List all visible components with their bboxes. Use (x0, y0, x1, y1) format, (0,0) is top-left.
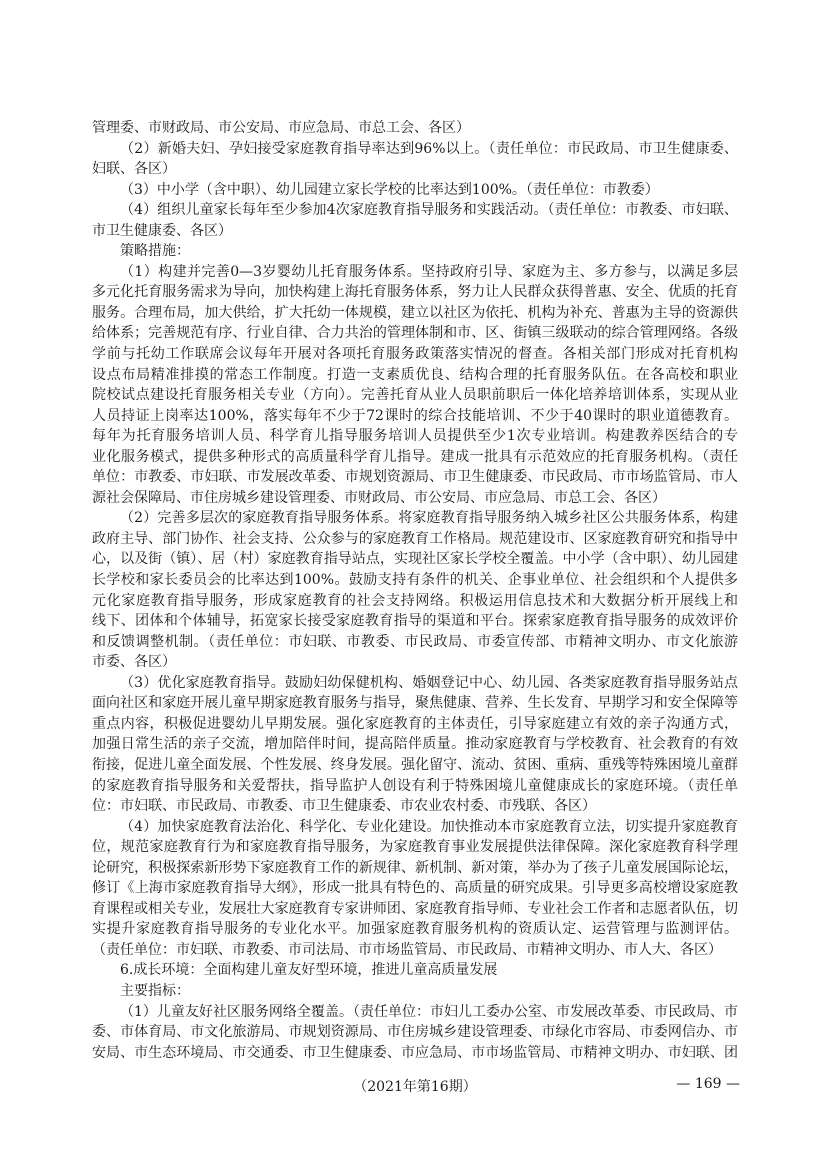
text-line: 实提升家庭教育指导服务的专业化水平。加强家庭教育服务机构的资质认定、运营管理与监测评估。 (92, 921, 738, 938)
text-line: （责任单位：市妇联、市教委、市司法局、市市场监管局、市民政局、市精神文明办、市人大、各区） (92, 941, 722, 958)
text-line: 政府主导、部门协作、社会支持、公众参与的家庭教育工作格局。规范建设市、区家庭教育研究和指导中 (92, 530, 738, 547)
text-line: 单位：市教委、市妇联、市发展改革委、市规划资源局、市卫生健康委、市民政局、市市场监管局、市人 (92, 469, 738, 486)
text-line: 6.成长环境：全面构建儿童友好型环境，推进儿童高质量发展 (120, 962, 498, 979)
text-line: 服务。合理布局，加大供给，扩大托幼一体规模，建立以社区为依托、机构为补充、普惠为主导的资源供 (92, 304, 738, 321)
paragraph (92, 817, 738, 961)
page-number: — 169 — (676, 1076, 740, 1092)
text-line: 人员持证上岗率达100%，落实每年不少于72课时的综合技能培训、不少于40课时的职业道德教育。 (92, 407, 738, 424)
text-line: 主要指标： (120, 982, 190, 999)
text-line: 育课程或相关专业，发展壮大家庭教育专家讲师团、家庭教育指导师、专业社会工作者和志愿者队伍，切 (92, 900, 738, 917)
text-line: 市卫生健康委、各区） (92, 222, 232, 239)
footer-issue-label: （2021年第16期） (353, 1079, 477, 1095)
text-line: （2）新婚夫妇、孕妇接受家庭教育指导率达到96%以上。（责任单位：市民政局、市卫生健康委、 (120, 140, 738, 157)
text-line: 委、市体育局、市文化旅游局、市规划资源局、市住房城乡建设管理委、市绿化市容局、市委网信办、市 (92, 1024, 738, 1041)
text-line: 衔接，促进儿童全面发展、个性发展、终身发展。强化留守、流动、贫困、重病、重残等特殊困境儿童群 (92, 756, 738, 773)
text-line: （1）构建并完善0—3岁婴幼儿托育服务体系。坚持政府引导、家庭为主、多方参与，以满足多层 (120, 263, 738, 280)
text-line: 重点内容，积极促进婴幼儿早期发展。强化家庭教育的主体责任，引导家庭建立有效的亲子沟通方式， (92, 715, 738, 732)
text-line: 加强日常生活的亲子交流，增加陪伴时间，提高陪伴质量。推动家庭教育与学校教育、社会教育的有效 (92, 736, 738, 753)
text-line: 管理委、市财政局、市公安局、市应急局、市总工会、各区） (92, 120, 470, 136)
paragraph (92, 262, 738, 509)
paragraph (92, 241, 738, 262)
paragraph (92, 960, 738, 981)
paragraph (92, 200, 738, 241)
text-line: 安局、市生态环境局、市交通委、市卫生健康委、市应急局、市市场监管局、市精神文明办、市妇联、团 (92, 1044, 738, 1061)
text-line: 位：市妇联、市民政局、市教委、市卫生健康委、市农业农村委、市残联、各区） (92, 798, 596, 815)
text-line: 妇联、各区） (92, 161, 176, 178)
text-line: 源社会保障局、市住房城乡建设管理委、市财政局、市公安局、市应急局、市总工会、各区） (92, 489, 666, 506)
paragraph (92, 180, 738, 201)
text-line: 学前与托幼工作联席会议每年开展对各项托育服务政策落实情况的督查。各相关部门形成对托育机构 (92, 346, 738, 363)
paragraph (92, 139, 738, 180)
text-line: 设点布局精准排摸的常态工作制度。打造一支素质优良、结构合理的托育服务队伍。在各高校和职业 (92, 366, 738, 383)
paragraph (92, 981, 738, 1002)
text-line: 和反馈调整机制。（责任单位：市妇联、市教委、市民政局、市委宣传部、市精神文明办、市文化旅游 (92, 633, 738, 650)
text-line: 多元化托育服务需求为导向，加快构建上海托育服务体系，努力让人民群众获得普惠、安全、优质的托育 (92, 284, 738, 301)
text-line: 元化家庭教育指导服务，形成家庭教育的社会支持网络。积极运用信息技术和大数据分析开展线上和 (92, 592, 738, 609)
text-line: 心，以及街（镇）、居（村）家庭教育指导站点，实现社区家长学校全覆盖。中小学（含中职）、幼儿园建 (92, 551, 738, 568)
text-line: 策略措施： (120, 243, 190, 260)
paragraph (92, 508, 738, 672)
text-line: 位，规范家庭教育行为和家庭教育指导服务，为家庭教育事业发展提供法律保障。深化家庭教育科学理 (92, 839, 738, 856)
text-line: （3）中小学（含中职）、幼儿园建立家长学校的比率达到100%。（责任单位：市教委） (120, 181, 659, 198)
text-line: 业化服务模式，提供多种形式的高质量科学育儿指导。建成一批具有示范效应的托育服务机构。（责任 (92, 448, 738, 465)
paragraph (92, 1002, 738, 1064)
text-line: （3）优化家庭教育指导。鼓励妇幼保健机构、婚姻登记中心、幼儿园、各类家庭教育指导服务站点 (120, 674, 738, 691)
text-line: 修订《上海市家庭教育指导大纲》，形成一批具有特色的、高质量的研究成果。引导更多高校增设家庭教 (92, 880, 738, 897)
paragraph (92, 673, 738, 817)
document-body (92, 118, 738, 1063)
paragraph (92, 118, 738, 139)
text-line: 长学校和家长委员会的比率达到100%。鼓励支持有条件的机关、企事业单位、社会组织和个人提供多 (92, 572, 738, 589)
text-line: 市委、各区） (92, 654, 176, 671)
text-line: （4）加快家庭教育法治化、科学化、专业化建设。加快推动本市家庭教育立法，切实提升家庭教育 (120, 818, 738, 835)
text-line: 面向社区和家庭开展儿童早期家庭教育服务与指导，聚焦健康、营养、生长发育、早期学习和安全保障等 (92, 695, 738, 712)
text-line: （4）组织儿童家长每年至少参加4次家庭教育指导服务和实践活动。（责任单位：市教委、市妇联、 (120, 202, 738, 219)
text-line: 的家庭教育指导服务和关爱帮扶，指导监护人创设有利于特殊困境儿童健康成长的家庭环境。（责任单 (92, 777, 738, 794)
text-line: 院校试点建设托育服务相关专业（方向）。完善托育从业人员职前职后一体化培养培训体系，实现从业 (92, 387, 738, 404)
text-line: 论研究，积极探索新形势下家庭教育工作的新规律、新机制、新对策，举办为了孩子儿童发展国际论坛， (92, 859, 738, 876)
text-line: 每年为托育服务培训人员、科学育儿指导服务培训人员提供至少1次专业培训。构建教养医结合的专 (92, 428, 738, 445)
text-line: （1）儿童友好社区服务网络全覆盖。（责任单位：市妇儿工委办公室、市发展改革委、市民政局、市 (120, 1003, 738, 1020)
text-line: 线下、团体和个体辅导，拓宽家长接受家庭教育指导的渠道和平台。探索家庭教育指导服务的成效评价 (92, 613, 738, 630)
text-line: （2）完善多层次的家庭教育指导服务体系。将家庭教育指导服务纳入城乡社区公共服务体系，构建 (120, 510, 738, 527)
text-line: 给体系；完善规范有序、行业自律、合力共治的管理体制和市、区、街镇三级联动的综合管理网络。各级 (92, 325, 738, 342)
